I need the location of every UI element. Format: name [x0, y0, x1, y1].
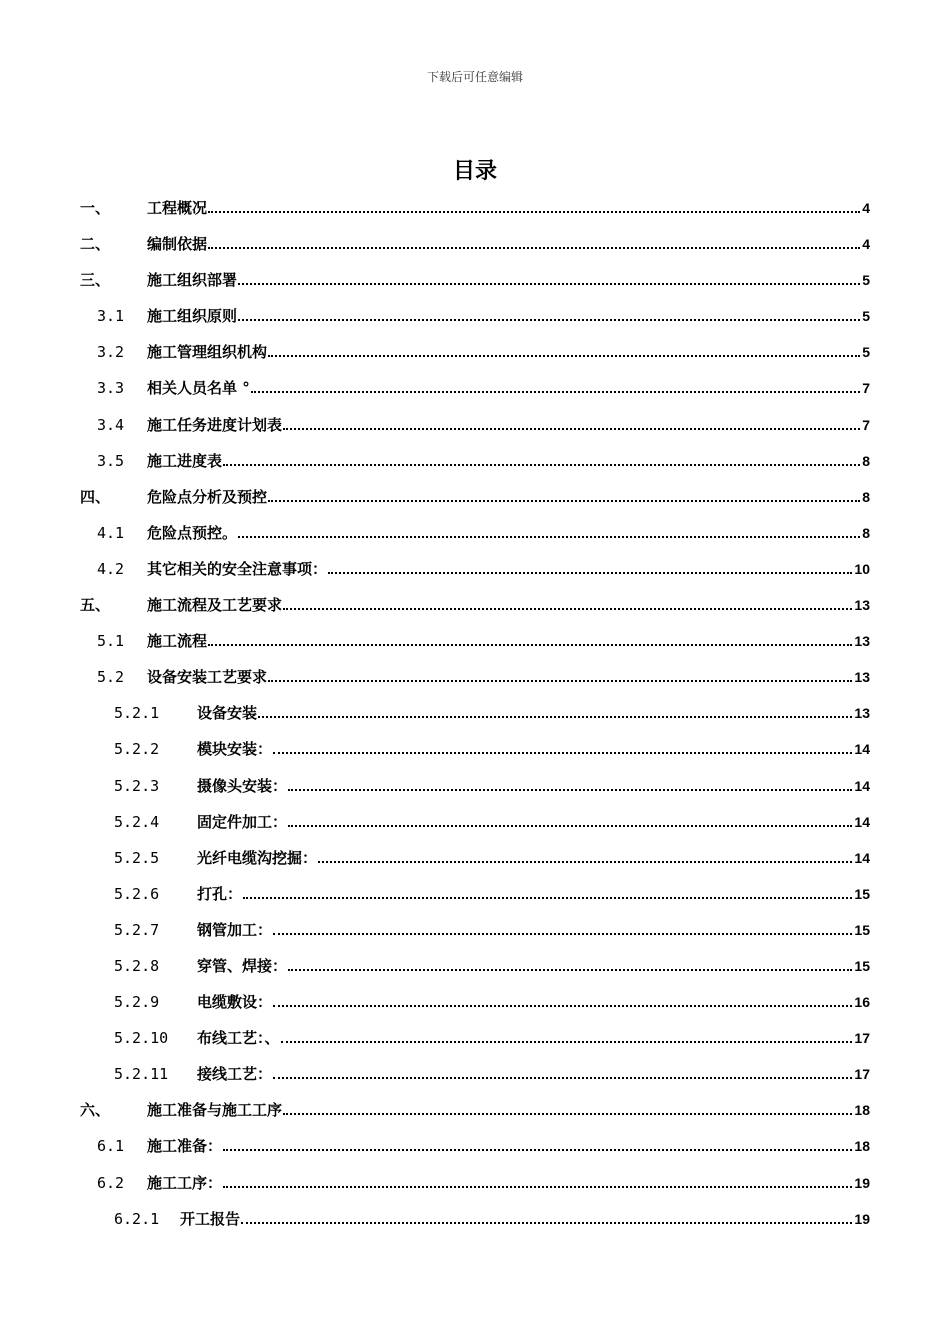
toc-leader-dots [223, 1185, 852, 1188]
toc-leader-dots [208, 643, 852, 646]
toc-entry-title: 编制依据 [147, 235, 208, 254]
table-of-contents [80, 193, 870, 1240]
toc-entry[interactable] [80, 951, 870, 987]
toc-leader-dots [238, 282, 860, 285]
toc-leader-dots [268, 354, 860, 357]
toc-entry-page: 15 [854, 957, 870, 974]
toc-entry[interactable] [80, 1095, 870, 1131]
toc-entry-page: 19 [854, 1210, 870, 1227]
toc-entry-title: 工程概况 [147, 199, 208, 217]
toc-entry-page: 17 [854, 1066, 870, 1083]
toc-entry-number: 3.5 [97, 451, 125, 470]
toc-leader-dots [223, 463, 860, 466]
toc-entry-title: 设备安装工艺要求 [147, 668, 268, 687]
toc-entry-number: 3.2 [97, 343, 125, 362]
toc-entry-title: 接线工艺： [197, 1065, 273, 1084]
toc-entry-title: 施工管理组织机构 [147, 343, 268, 362]
toc-leader-dots [238, 535, 860, 538]
toc-entry-title: 施工准备： [147, 1137, 223, 1156]
toc-entry-number: 5.2.5 [114, 848, 160, 867]
toc-entry[interactable] [80, 1023, 870, 1059]
toc-entry-number: 四、 [80, 487, 111, 506]
toc-entry[interactable] [80, 807, 870, 843]
toc-entry-page: 8 [862, 524, 870, 541]
toc-entry[interactable] [80, 662, 870, 698]
toc-entry[interactable] [80, 734, 870, 770]
toc-entry-number: 5.2.1 [114, 704, 160, 723]
toc-entry[interactable] [80, 590, 870, 626]
toc-entry-number: 5.2.4 [114, 812, 160, 831]
toc-entry-page: 15 [854, 885, 870, 902]
toc-leader-dots [243, 896, 852, 899]
toc-entry[interactable] [80, 373, 870, 409]
toc-entry-number: 6.2 [97, 1173, 125, 1192]
toc-entry-number: 4.2 [97, 559, 125, 578]
toc-leader-dots [241, 1221, 852, 1224]
toc-entry[interactable] [80, 843, 870, 879]
toc-entry-title: 施工准备与施工工序 [147, 1101, 283, 1120]
toc-entry-number: 5.2.9 [114, 993, 160, 1012]
toc-entry-title: 施工组织部署 [147, 271, 238, 290]
toc-leader-dots [283, 607, 852, 610]
toc-entry-title: 固定件加工： [197, 812, 288, 831]
toc-entry[interactable] [80, 698, 870, 734]
toc-entry-page: 18 [854, 1138, 870, 1155]
toc-entry-title: 穿管、焊接： [197, 956, 288, 975]
toc-leader-dots [251, 390, 860, 393]
toc-entry-number: 6.2.1 [114, 1209, 160, 1228]
toc-entry-title: 危险点预控。 [147, 523, 238, 542]
toc-entry-page: 14 [854, 813, 870, 830]
toc-leader-dots [208, 210, 860, 213]
toc-entry-number: 六、 [80, 1101, 111, 1120]
toc-entry[interactable] [80, 915, 870, 951]
toc-leader-dots [268, 679, 852, 682]
toc-leader-dots [288, 788, 852, 791]
toc-entry-number: 5.2.2 [114, 740, 160, 759]
toc-entry-number: 5.2.11 [114, 1065, 169, 1084]
toc-entry[interactable] [80, 265, 870, 301]
toc-entry[interactable] [80, 771, 870, 807]
toc-entry[interactable] [80, 626, 870, 662]
toc-leader-dots [288, 824, 852, 827]
toc-entry-page: 13 [854, 597, 870, 614]
toc-leader-dots [223, 1148, 852, 1151]
toc-entry-page: 14 [854, 777, 870, 794]
page-title: 目录 [452, 159, 497, 184]
toc-entry[interactable] [80, 879, 870, 915]
toc-entry-number: 4.1 [97, 523, 125, 542]
toc-entry[interactable] [80, 193, 870, 229]
toc-entry-page: 10 [854, 560, 870, 577]
toc-entry-page: 14 [854, 741, 870, 758]
toc-entry-title: 摄像头安装： [197, 776, 288, 795]
toc-entry-title: 钢管加工： [197, 920, 273, 939]
toc-entry-title: 施工流程及工艺要求 [147, 596, 283, 615]
toc-entry-number: 5.2.8 [114, 956, 160, 975]
toc-entry-page: 5 [862, 308, 870, 325]
toc-entry-page: 13 [854, 669, 870, 686]
toc-leader-dots [238, 318, 860, 321]
toc-entry-page: 5 [862, 344, 870, 361]
toc-entry-title: 布线工艺：、 [197, 1029, 280, 1048]
toc-entry-title: 打孔： [197, 884, 243, 903]
toc-entry-page: 19 [854, 1174, 870, 1191]
toc-entry[interactable] [80, 1204, 870, 1240]
toc-entry-number: 5.2 [97, 668, 125, 687]
toc-leader-dots [258, 715, 852, 718]
toc-entry-number: 三、 [80, 271, 111, 290]
toc-entry-number: 5.2.6 [114, 884, 160, 903]
toc-entry-number: 5.2.10 [114, 1029, 169, 1048]
toc-leader-dots [273, 751, 852, 754]
toc-leader-dots [283, 427, 860, 430]
toc-entry-page: 18 [854, 1102, 870, 1119]
toc-leader-dots [288, 968, 852, 971]
toc-entry-page: 14 [854, 849, 870, 866]
toc-entry-number: 二、 [80, 235, 111, 254]
toc-leader-dots [318, 860, 852, 863]
toc-entry[interactable] [80, 482, 870, 518]
header-note: 下载后可任意编辑 [426, 70, 523, 84]
toc-entry-number: 一、 [80, 199, 111, 217]
toc-entry-number: 3.4 [97, 415, 125, 434]
toc-entry-page: 15 [854, 921, 870, 938]
toc-leader-dots [273, 1076, 852, 1079]
toc-entry-title: 危险点分析及预控 [147, 487, 268, 506]
toc-entry[interactable] [80, 1168, 870, 1204]
toc-leader-dots [283, 1112, 852, 1115]
toc-entry-title: 施工任务进度计划表 [147, 415, 283, 434]
toc-entry-number: 5.2.7 [114, 920, 160, 939]
toc-entry-title: 相关人员名单 ° [147, 379, 250, 398]
toc-entry[interactable] [80, 518, 870, 554]
toc-entry-page: 7 [862, 380, 870, 397]
toc-entry[interactable] [80, 446, 870, 482]
toc-entry-page: 8 [862, 488, 870, 505]
toc-entry-page: 16 [854, 994, 870, 1011]
toc-entry-number: 3.3 [97, 379, 125, 398]
toc-entry[interactable] [80, 1131, 870, 1167]
toc-entry-page: 5 [862, 272, 870, 289]
toc-entry-page: 17 [854, 1030, 870, 1047]
toc-entry[interactable] [80, 987, 870, 1023]
toc-entry-title: 施工组织原则 [147, 307, 238, 326]
toc-leader-dots [273, 932, 852, 935]
toc-entry-number: 3.1 [97, 307, 125, 326]
toc-entry-page: 13 [854, 633, 870, 650]
toc-entry[interactable] [80, 554, 870, 590]
toc-entry-title: 施工工序： [147, 1173, 223, 1192]
toc-entry-title: 光纤电缆沟挖掘： [197, 848, 318, 867]
toc-entry-title: 设备安装 [197, 704, 258, 723]
toc-entry-page: 4 [862, 200, 870, 216]
toc-entry[interactable] [80, 410, 870, 446]
toc-entry-title: 模块安装： [197, 740, 273, 759]
toc-entry-page: 13 [854, 705, 870, 722]
toc-entry-title: 施工流程 [147, 632, 208, 651]
toc-entry[interactable] [80, 337, 870, 373]
toc-entry-title: 其它相关的安全注意事项： [147, 559, 328, 578]
toc-leader-dots [328, 571, 852, 574]
toc-entry[interactable] [80, 229, 870, 265]
toc-leader-dots [208, 246, 860, 249]
toc-entry-title: 电缆敷设： [197, 993, 273, 1012]
toc-entry-number: 5.2.3 [114, 776, 160, 795]
toc-leader-dots [268, 499, 860, 502]
toc-entry-page: 8 [862, 452, 870, 469]
toc-entry-number: 五、 [80, 596, 111, 615]
toc-leader-dots [273, 1004, 852, 1007]
toc-entry-title: 施工进度表 [147, 451, 223, 470]
toc-leader-dots [281, 1040, 853, 1043]
toc-entry-title: 开工报告 [180, 1209, 241, 1228]
toc-entry-page: 4 [862, 236, 870, 253]
toc-entry-page: 7 [862, 416, 870, 433]
toc-entry[interactable] [80, 1059, 870, 1095]
toc-entry-number: 6.1 [97, 1137, 125, 1156]
toc-entry[interactable] [80, 301, 870, 337]
toc-entry-number: 5.1 [97, 632, 125, 651]
